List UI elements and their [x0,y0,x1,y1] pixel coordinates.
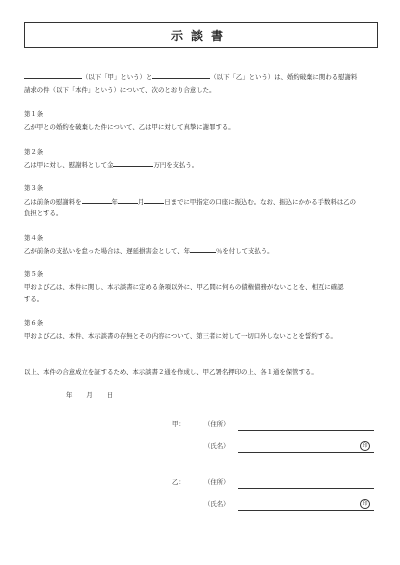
intro-line-1: （以下「甲」という）と （以下「乙」という）は、婚約破棄に関わる慰謝料 [24,72,357,82]
article-2-text: 乙は甲に対し、慰謝料として金 万円を支払う。 [24,161,199,169]
date-line [66,391,113,400]
article-5-line-1: 甲および乙は、本件に関し、本示談書に定める条項以外に、甲乙間に何らの債権債務がないことを、相互に確認 [24,283,344,291]
party-b-seal-icon: 印 [360,499,370,509]
payment-day-blank[interactable] [144,197,164,204]
payment-year-blank[interactable] [82,197,112,204]
date-year: 年 [66,391,73,399]
document-title: 示談書 [170,28,231,43]
party-b-name-field[interactable] [238,510,374,511]
party-a-label: 甲： [172,420,185,428]
article-4-heading: 第４条 [24,234,44,242]
title-box [24,22,378,48]
party-a-name-label: （氏名） [204,442,230,450]
intro-line-2: 請求の件（以下「本件」という）について、次のとおり合意した。 [24,86,216,94]
party-a-seal-icon: 印 [360,441,370,451]
party-b-name-label: （氏名） [204,500,230,508]
article-5-line-2: する。 [24,295,44,303]
party-a-name-field[interactable] [238,452,374,453]
article-5-heading: 第５条 [24,270,44,278]
article-4-text: 乙が前条の支払いを怠った場合は、遅延損害金として、年 ％を付して支払う。 [24,247,274,255]
payment-month-blank[interactable] [118,197,138,204]
party-b-address-label: （住所） [204,478,230,486]
party-b-blank[interactable] [152,72,210,79]
article-3-line-1: 乙は前条の慰謝料を 年 月 日までに甲指定の口座に振込む。なお、振込にかかる手数料は乙の [24,198,357,206]
closing-text: 以上、本件の合意成立を証するため、本示談書２通を作成し、甲乙署名押印の上、各１通を保管する。 [24,368,318,376]
article-3-heading: 第３条 [24,184,44,192]
party-a-blank[interactable] [24,72,82,79]
article-3-line-2: 負担とする。 [24,209,63,217]
article-1-heading: 第１条 [24,110,44,118]
article-6-heading: 第６条 [24,319,44,327]
article-2-heading: 第２条 [24,148,44,156]
party-b-label: 乙： [172,478,185,486]
article-6-text: 甲および乙は、本件、本示談書の存無とその内容について、第三者に対して一切口外しないことを誓約する。 [24,332,337,340]
date-day: 日 [106,391,114,399]
amount-blank[interactable] [113,160,153,167]
article-1-text: 乙が甲との婚約を破棄した件について、乙は甲に対して真摯に謝罪する。 [24,123,235,131]
date-month: 月 [86,391,93,399]
interest-rate-blank[interactable] [190,246,216,253]
party-a-address-label: （住所） [204,420,230,428]
party-a-address-field[interactable] [238,430,374,431]
party-b-address-field[interactable] [238,488,374,489]
